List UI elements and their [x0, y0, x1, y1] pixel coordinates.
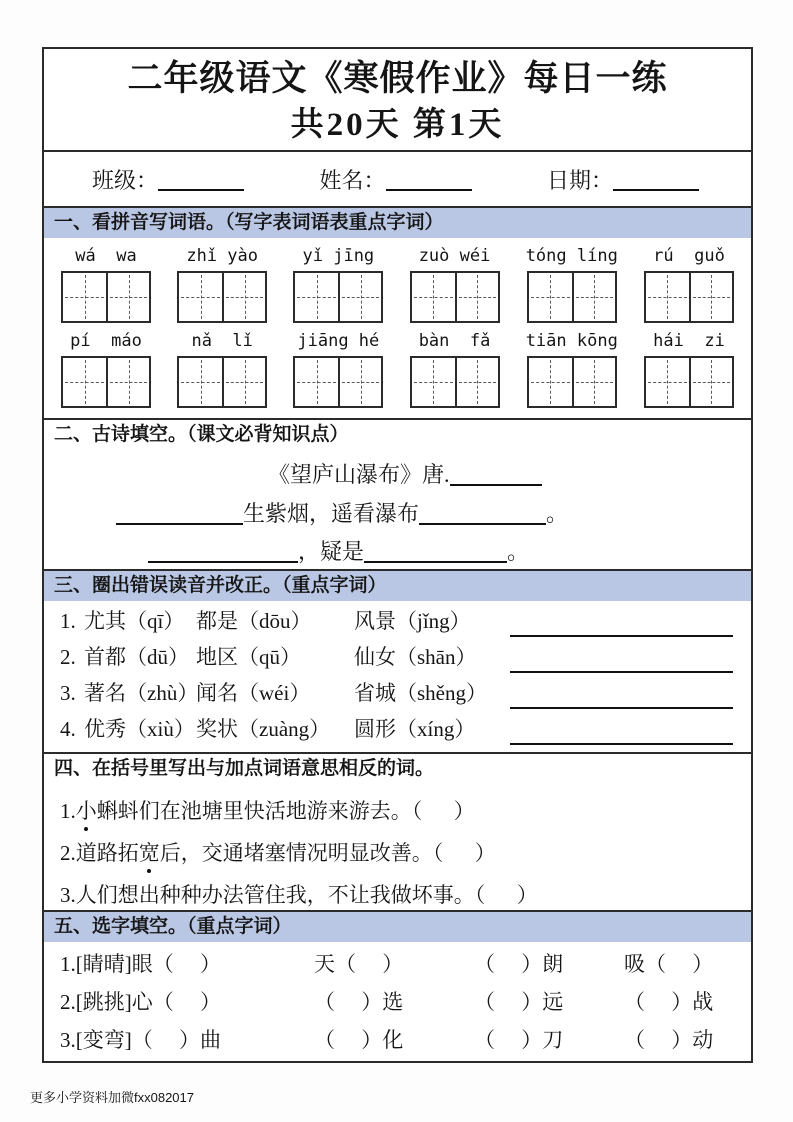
pinyin-label: nǎ lǐ	[191, 331, 253, 351]
pronunciation-row	[60, 606, 733, 637]
pinyin-row-2	[44, 323, 751, 408]
word-with-pinyin: 奖状（zuàng）	[196, 717, 331, 741]
name-blank	[386, 169, 472, 191]
tianzige-cell	[106, 358, 149, 406]
fill-cell: （ ）选	[314, 990, 404, 1014]
fill-cell: 吸（ ）	[624, 952, 714, 976]
tianzige-cell	[338, 273, 381, 321]
dotted-char: 坏	[412, 880, 433, 910]
pinyin-label: pí máo	[70, 331, 142, 351]
section-antonyms	[44, 752, 751, 910]
section-pronunciation-correction	[44, 569, 751, 752]
item-number: 3.	[60, 883, 76, 907]
word-with-pinyin: 省城（shěng）	[354, 681, 487, 705]
pinyin-label: rú guǒ	[653, 246, 725, 266]
word-with-pinyin: 圆形（xíng）	[354, 717, 476, 741]
dotted-char: 小	[76, 796, 97, 826]
fill-lead: 1.[睛晴]眼（ ）	[60, 952, 221, 976]
section-character-choice	[44, 910, 751, 1061]
tianzige-cell	[179, 273, 222, 321]
date-label: 日期：	[546, 167, 613, 193]
word-with-pinyin: 著名（zhù）	[84, 681, 199, 705]
tianzige-pair	[644, 271, 734, 323]
pronunciation-row	[60, 642, 733, 673]
pinyin-label: tóng líng	[525, 246, 618, 266]
pinyin-word-group	[644, 245, 734, 323]
correction-blank	[510, 611, 733, 637]
pinyin-word-group	[61, 330, 151, 408]
class-label: 班级：	[92, 167, 159, 193]
fill-lead: 3.[变弯]（ ）曲	[60, 1028, 221, 1052]
tianzige-cell	[222, 273, 265, 321]
poem-text: 生紫烟，遥看瀑布	[243, 501, 420, 526]
tianzige-pair	[644, 356, 734, 408]
tianzige-cell	[689, 273, 732, 321]
poem-blank	[364, 537, 507, 563]
fill-row	[60, 949, 735, 980]
tianzige-cell	[529, 273, 572, 321]
poem-line-2	[148, 537, 751, 567]
pinyin-label: jiāng hé	[297, 331, 380, 351]
tianzige-cell	[338, 358, 381, 406]
tianzige-cell	[63, 358, 106, 406]
tianzige-cell	[689, 358, 732, 406]
pinyin-word-group	[61, 245, 151, 323]
pronunciation-row	[60, 714, 733, 745]
tianzige-cell	[646, 358, 689, 406]
fill-row	[60, 987, 735, 1018]
pinyin-word-group	[410, 245, 500, 323]
fill-cell: （ ）动	[624, 1028, 714, 1052]
tianzige-cell	[455, 358, 498, 406]
antonym-item	[60, 880, 751, 910]
section-poem-fill	[44, 418, 751, 569]
word-with-pinyin: 优秀（xiù）	[84, 717, 195, 741]
tianzige-pair	[177, 271, 267, 323]
poem-line-1	[116, 499, 751, 529]
fill-row	[60, 1025, 735, 1056]
section-3-header: 三、圈出错误读音并改正。（重点字词）	[44, 571, 751, 601]
class-blank	[158, 169, 244, 191]
correction-blank	[510, 647, 733, 673]
pinyin-word-group	[177, 245, 267, 323]
antonym-item	[60, 796, 751, 826]
poem-text: ，疑是	[298, 539, 365, 564]
fill-cell: （ ）化	[314, 1028, 404, 1052]
fill-cell: （ ）远	[474, 990, 564, 1014]
tianzige-cell	[106, 273, 149, 321]
worksheet-subtitle: 共20天 第1天	[290, 107, 505, 143]
name-field	[319, 164, 471, 195]
fill-lead: 2.[跳挑]心（ ）	[60, 990, 221, 1014]
item-number: 2.	[60, 841, 76, 865]
fill-cell: （ ）战	[624, 990, 714, 1014]
tianzige-pair	[410, 356, 500, 408]
fill-cell: （ ）刀	[474, 1028, 564, 1052]
tianzige-cell	[572, 358, 615, 406]
poem-punct: 。	[546, 501, 569, 526]
tianzige-pair	[61, 271, 151, 323]
poem-blank	[450, 460, 542, 486]
tianzige-pair	[527, 271, 617, 323]
pinyin-label: tiān kōng	[525, 331, 618, 351]
sentence-text: 后，交通堵塞情况明显改善。（ ）	[159, 841, 496, 865]
section-2-header: 二、古诗填空。（课文必背知识点）	[54, 424, 349, 445]
word-with-pinyin: 风景（jǐng）	[354, 609, 471, 633]
item-number: 1.	[60, 799, 76, 823]
tianzige-pair	[177, 356, 267, 408]
item-number: 1.	[60, 609, 76, 633]
item-number: 4.	[60, 717, 76, 741]
worksheet-title-box	[44, 49, 751, 152]
tianzige-pair	[293, 356, 383, 408]
word-with-pinyin: 都是（dōu）	[196, 609, 312, 633]
pinyin-word-group	[293, 245, 383, 323]
tianzige-pair	[527, 356, 617, 408]
tianzige-cell	[412, 273, 455, 321]
tianzige-cell	[572, 273, 615, 321]
fill-cell: （ ）朗	[474, 952, 564, 976]
date-field	[547, 164, 699, 195]
pinyin-word-group	[526, 330, 618, 408]
correction-blank	[510, 683, 733, 709]
section-5-header: 五、选字填空。（重点字词）	[44, 912, 751, 942]
student-info-row	[44, 152, 751, 206]
pinyin-word-group	[644, 330, 734, 408]
pinyin-label: yǐ jīng	[302, 246, 375, 266]
poem-blank	[148, 537, 298, 563]
date-blank	[613, 169, 699, 191]
tianzige-cell	[295, 358, 338, 406]
name-label: 姓名：	[319, 167, 386, 193]
pinyin-label: zuò wéi	[418, 246, 491, 266]
tianzige-cell	[646, 273, 689, 321]
correction-blank	[510, 719, 733, 745]
poem-blank	[116, 499, 243, 525]
pinyin-word-group	[293, 330, 383, 408]
worksheet-title: 二年级语文《寒假作业》每日一练	[127, 59, 668, 98]
tianzige-cell	[63, 273, 106, 321]
tianzige-pair	[61, 356, 151, 408]
tianzige-cell	[179, 358, 222, 406]
sentence-text: 人们想出种种办法管住我，不让我做	[75, 883, 412, 907]
footer-watermark: 更多小学资料加微fxx082017	[30, 1090, 194, 1105]
poem-title-text: 《望庐山瀑布》唐.	[268, 462, 450, 487]
item-number: 3.	[60, 681, 76, 705]
section-4-header: 四、在括号里写出与加点词语意思相反的词。	[54, 758, 435, 779]
pinyin-word-group	[526, 245, 618, 323]
tianzige-cell	[529, 358, 572, 406]
pronunciation-row	[60, 678, 733, 709]
pinyin-word-group	[177, 330, 267, 408]
word-with-pinyin: 尤其（qī）	[84, 609, 185, 633]
pinyin-word-group	[410, 330, 500, 408]
sentence-text: 道路拓	[75, 841, 139, 865]
poem-blank	[419, 499, 546, 525]
worksheet-page	[42, 47, 753, 1063]
pinyin-label: bàn fǎ	[418, 331, 491, 351]
tianzige-cell	[295, 273, 338, 321]
word-with-pinyin: 仙女（shān）	[354, 645, 477, 669]
antonym-item	[60, 838, 751, 868]
fill-cell: 天（ ）	[314, 952, 404, 976]
dotted-char: 宽	[139, 838, 160, 868]
poem-title-line	[268, 460, 751, 490]
pinyin-label: zhǐ yào	[186, 246, 258, 266]
poem-punct: 。	[507, 539, 530, 564]
item-number: 2.	[60, 645, 76, 669]
tianzige-pair	[410, 271, 500, 323]
word-with-pinyin: 地区（qū）	[196, 645, 301, 669]
section-pinyin-writing	[44, 206, 751, 418]
class-field	[92, 164, 244, 195]
word-with-pinyin: 闻名（wéi）	[196, 681, 311, 705]
tianzige-cell	[455, 273, 498, 321]
section-1-header: 一、看拼音写词语。（写字表词语表重点字词）	[44, 208, 751, 238]
tianzige-cell	[412, 358, 455, 406]
word-with-pinyin: 首都（dū）	[84, 645, 189, 669]
tianzige-pair	[293, 271, 383, 323]
pinyin-row-1	[44, 238, 751, 323]
pinyin-label: wá wa	[75, 246, 137, 266]
sentence-text: 事。（ ）	[432, 883, 538, 907]
tianzige-cell	[222, 358, 265, 406]
sentence-text: 蝌蚪们在池塘里快活地游来游去。（ ）	[96, 799, 475, 823]
pinyin-label: hái zi	[653, 331, 725, 351]
